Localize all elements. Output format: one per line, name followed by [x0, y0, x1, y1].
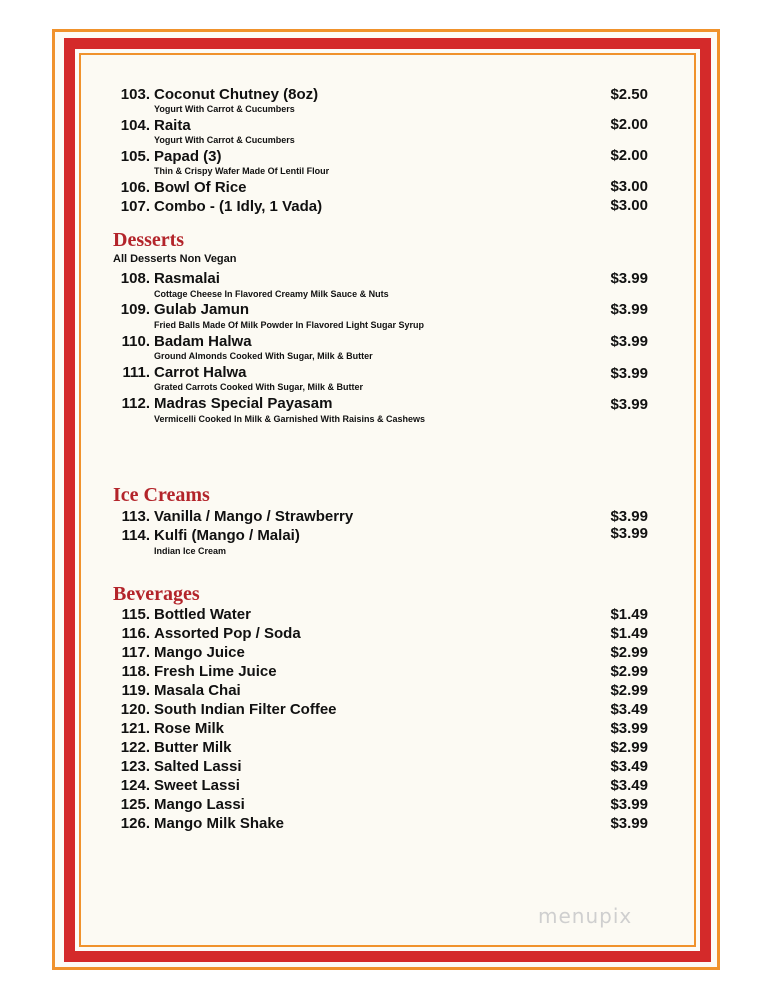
item-price: $3.99: [610, 333, 648, 350]
watermark: menupix: [538, 904, 633, 928]
item-price: $3.99: [610, 720, 648, 737]
item-price: $3.99: [610, 396, 648, 413]
item-price: $3.99: [610, 525, 648, 542]
item-number: 116.: [121, 625, 150, 642]
item-number: 103.: [120, 86, 150, 103]
item-name: Sweet Lassi: [154, 777, 240, 794]
item-number: 111.: [122, 364, 150, 381]
item-price: $3.49: [610, 777, 648, 794]
item-name: Gulab Jamun: [154, 301, 250, 318]
item-price: $2.99: [610, 682, 648, 699]
item-description: Cottage Cheese In Flavored Creamy Milk Sauce & Nuts: [154, 289, 389, 299]
item-name: Bottled Water: [154, 606, 251, 623]
item-price: $2.99: [610, 663, 648, 680]
item-name: South Indian Filter Coffee: [154, 701, 337, 718]
item-price: $2.50: [610, 86, 648, 103]
item-price: $3.99: [610, 815, 648, 832]
item-number: 114.: [121, 527, 150, 544]
item-description: Grated Carrots Cooked With Sugar, Milk & Butter: [154, 382, 363, 392]
item-price: $1.49: [610, 625, 648, 642]
item-price: $1.49: [610, 606, 648, 623]
item-price: $3.99: [610, 270, 648, 287]
item-number: 104.: [120, 117, 150, 134]
item-name: Vanilla / Mango / Strawberry: [154, 508, 354, 525]
item-price: $3.49: [610, 758, 648, 775]
item-number: 115.: [121, 606, 150, 623]
item-number: 123.: [120, 758, 150, 775]
item-price: $2.99: [610, 739, 648, 756]
item-number: 126.: [120, 815, 150, 832]
item-name: Assorted Pop / Soda: [154, 625, 301, 642]
item-number: 106.: [120, 179, 150, 196]
item-number: 105.: [120, 148, 150, 165]
item-description: Indian Ice Cream: [154, 546, 227, 556]
item-name: Mango Lassi: [154, 796, 245, 813]
item-description: Fried Balls Made Of Milk Powder In Flavored Light Sugar Syrup: [154, 320, 425, 330]
item-number: 110.: [121, 333, 150, 350]
item-description: Yogurt With Carrot & Cucumbers: [154, 135, 295, 145]
item-name: Fresh Lime Juice: [154, 663, 277, 680]
item-number: 113.: [121, 508, 150, 525]
item-name: Mango Milk Shake: [154, 815, 285, 832]
item-name: Salted Lassi: [154, 758, 242, 775]
item-name: Rose Milk: [154, 720, 225, 737]
item-number: 109.: [120, 301, 150, 318]
section-heading-ice-creams: Ice Creams: [113, 484, 210, 506]
item-number: 120.: [120, 701, 150, 718]
item-name: Badam Halwa: [154, 333, 252, 350]
item-name: Carrot Halwa: [154, 364, 247, 381]
item-price: $3.99: [610, 508, 648, 525]
item-name: Papad (3): [154, 148, 222, 165]
item-name: Bowl Of Rice: [154, 179, 247, 196]
item-price: $3.99: [610, 365, 648, 382]
item-price: $2.99: [610, 644, 648, 661]
item-description: Thin & Crispy Wafer Made Of Lentil Flour: [154, 166, 330, 176]
item-number: 108.: [120, 270, 150, 287]
item-price: $2.00: [610, 116, 648, 133]
item-price: $3.99: [610, 796, 648, 813]
item-name: Raita: [154, 117, 191, 134]
item-name: Combo - (1 Idly, 1 Vada): [154, 198, 323, 215]
item-name: Mango Juice: [154, 644, 245, 661]
section-heading-desserts: Desserts: [113, 229, 185, 251]
item-description: Ground Almonds Cooked With Sugar, Milk & Butter: [154, 351, 373, 361]
item-number: 112.: [121, 395, 150, 412]
item-name: Kulfi (Mango / Malai): [154, 527, 300, 544]
item-description: Vermicelli Cooked In Milk & Garnished With Raisins & Cashews: [154, 414, 425, 424]
item-description: Yogurt With Carrot & Cucumbers: [154, 104, 295, 114]
item-number: 118.: [121, 663, 150, 680]
item-price: $3.49: [610, 701, 648, 718]
item-price: $3.00: [610, 178, 648, 195]
item-number: 122.: [120, 739, 150, 756]
item-price: $2.00: [610, 147, 648, 164]
item-number: 107.: [120, 198, 150, 215]
section-heading-beverages: Beverages: [113, 583, 200, 605]
item-price: $3.00: [610, 197, 648, 214]
item-price: $3.99: [610, 301, 648, 318]
section-note: All Desserts Non Vegan: [113, 253, 237, 265]
item-name: Madras Special Payasam: [154, 395, 333, 412]
item-number: 124.: [120, 777, 150, 794]
item-number: 125.: [120, 796, 150, 813]
item-name: Coconut Chutney (8oz): [154, 86, 319, 103]
item-number: 121.: [120, 720, 150, 737]
item-name: Butter Milk: [154, 739, 232, 756]
item-number: 119.: [121, 682, 150, 699]
item-name: Masala Chai: [154, 682, 241, 699]
item-number: 117.: [121, 644, 150, 661]
item-name: Rasmalai: [154, 270, 220, 287]
